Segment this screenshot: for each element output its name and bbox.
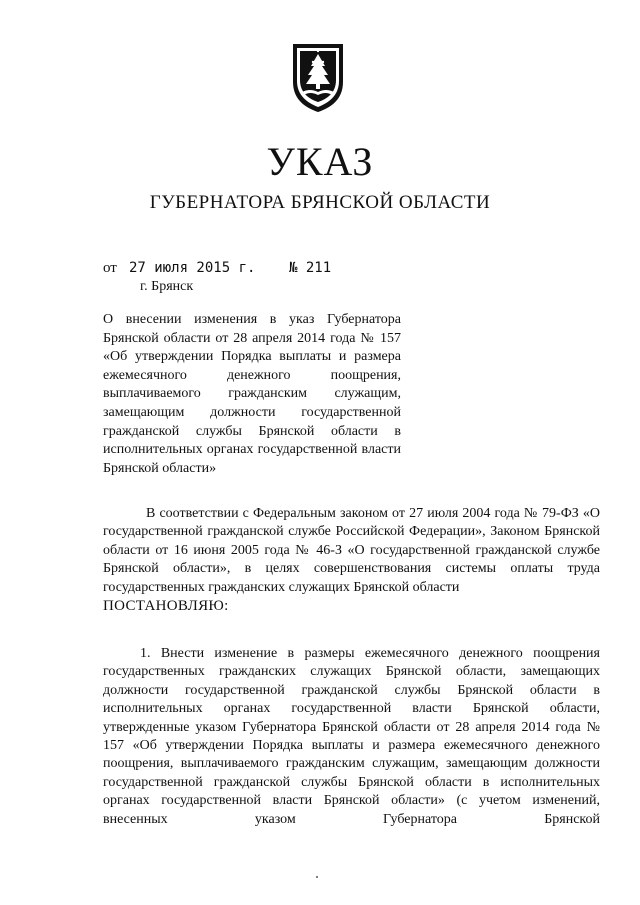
clause-1-paragraph: 1. Внести изменение в размеры ежемесячного денежного поощрения государственных гражданских служащих Брянской области, замещающих должности государственной гражданской службы Брянской области в исполнительных органах государственной власти Брянской области, утвержденные указом Губернатора Брянской области от 28 апреля 2014 года № 157 «Об утверждении Порядка выплаты и размера ежемесячного денежного поощрения, выплачиваемого гражданским служащим, замещающим должности государственной гражданской службы Брянской области в исполнительных органах государственной власти Брянской области» (с учетом изменений, внесенных указом Губернатора Брянской xyxy=(103,646,600,827)
document-city: г. Брянск xyxy=(140,279,194,294)
date-prefix: от xyxy=(103,260,117,276)
document-number: № 211 xyxy=(289,260,332,276)
decree-word: ПОСТАНОВЛЯЮ: xyxy=(103,598,229,614)
scan-speck xyxy=(316,876,318,878)
document-subject: О внесении изменения в указ Губернатора Брянской области от 28 апреля 2014 года № 157 «Об утверждении Порядка выплаты и размера ежемесячного денежного поощрения, выплачиваемого гражданским служащим, замещающим должности государственной гражданской службы Брянской области в исполнительных органах государственной власти Брянской области» xyxy=(103,312,401,476)
preamble-paragraph: В соответствии с Федеральным законом от 27 июля 2004 года № 79-ФЗ «О государственной гражданской службе Российской Федерации», Законом Брянской области от 16 июня 2005 года № 46-З «О государственной гражданской службе Брянской области», в целях совершенствования системы оплаты труда государственных гражданских служащих Брянской области xyxy=(103,506,600,595)
bryansk-coat-of-arms-icon xyxy=(290,42,346,114)
document-subtitle: ГУБЕРНАТОРА БРЯНСКОЙ ОБЛАСТИ xyxy=(149,192,491,213)
document-title: УКАЗ xyxy=(266,139,374,184)
document-date: 27 июля 2015 г. xyxy=(129,260,256,276)
